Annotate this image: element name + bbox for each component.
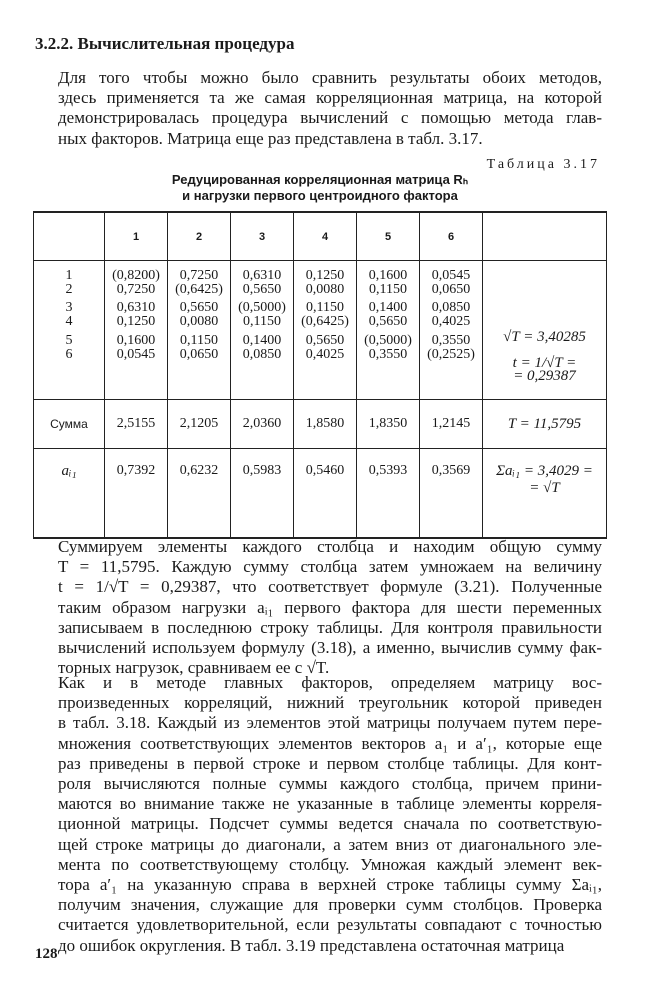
- text-line: роля вычисляются полные суммы каждого столбца, причем прини-: [58, 774, 602, 794]
- matrix-value: 0,3550: [431, 333, 471, 348]
- text-line: здесь применяется та же самая корреляционная матрица, на которой: [58, 88, 602, 108]
- matrix-value: 0,1150: [306, 300, 344, 315]
- t-formula: t = 1/√T =: [512, 354, 577, 371]
- text-line: торных нагрузок, сравниваем ее с √T.: [58, 658, 330, 678]
- caption-line: и нагрузки первого центроидного фактора: [182, 188, 458, 203]
- caption-line: Редуцированная корреляционная матрица Rₕ: [171, 172, 469, 187]
- paragraph-intro: [58, 68, 602, 149]
- paragraph-summation: [58, 537, 602, 678]
- matrix-value: 5: [65, 333, 73, 348]
- matrix-value: 0,7250: [179, 268, 219, 283]
- matrix-value: 0,0545: [116, 346, 156, 362]
- loading-total: [483, 449, 607, 539]
- text-line: мента по соответствующему столбцу. Умножая каждый элемент век-: [58, 854, 602, 874]
- column-header: 3: [231, 212, 294, 261]
- matrix-value: 0,1400: [242, 333, 282, 348]
- column-header: 1: [105, 212, 168, 261]
- text-line: тора a′₁ на указанную справа в верхней строке таблицы сумму Σaᵢ₁,: [58, 875, 602, 895]
- matrix-column: [231, 261, 294, 400]
- loading-value: 0,5983: [231, 449, 294, 539]
- matrix-column: [105, 261, 168, 400]
- table-header-row: [34, 212, 607, 261]
- text-line: произведенных корреляций, нижний треугольник которой приведен: [58, 693, 602, 713]
- matrix-value: 0,4025: [431, 313, 471, 329]
- column-header: 4: [294, 212, 357, 261]
- matrix-value: 0,1150: [243, 313, 281, 329]
- table-loadings-row: [34, 449, 607, 539]
- text-line: Суммируем элементы каждого столбца и находим общую сумму: [58, 537, 602, 556]
- matrix-value: 0,1400: [368, 300, 408, 315]
- matrix-value: 0,5650: [242, 281, 282, 297]
- matrix-column: [357, 261, 420, 400]
- text-line: таким образом нагрузки aᵢ₁ первого фактора для шести переменных: [58, 597, 602, 617]
- side-formulas: [483, 261, 607, 400]
- text-line: записываем в последнюю строку таблицы. Для контроля правильности: [58, 617, 602, 637]
- loading-value: 0,5393: [357, 449, 420, 539]
- matrix-value: 0,0650: [179, 346, 219, 362]
- matrix-value: 6: [65, 346, 73, 362]
- header-cell-empty: [483, 212, 607, 261]
- text-line: считается удовлетворительной, если результаты совпадают с точностью: [58, 915, 602, 935]
- text-line: вычислений используем формулу (3.18), а именно, вычислив сумму фак-: [58, 638, 602, 658]
- sum-label: Сумма: [34, 400, 105, 449]
- matrix-value: 0,4025: [305, 346, 345, 362]
- page-number: 128: [35, 946, 58, 962]
- text-line: множения соответствующих элементов векторов a₁ и a′₁, которые еще: [58, 733, 602, 753]
- matrix-value: 0,5650: [305, 333, 345, 348]
- matrix-value: 4: [65, 313, 73, 329]
- sum-value: 2,5155: [105, 400, 168, 449]
- loading-value: 0,3569: [420, 449, 483, 539]
- matrix-value: 0,0545: [431, 268, 471, 283]
- matrix-value: 0,1600: [116, 333, 156, 348]
- paragraph-reproduced: [58, 673, 602, 956]
- table-caption: [105, 172, 535, 204]
- matrix-value: (0,2525): [427, 346, 475, 362]
- table-label: Таблица 3.17: [486, 157, 600, 172]
- table-matrix-rows: [34, 261, 607, 400]
- correlation-table: [33, 211, 607, 539]
- column-header: 5: [357, 212, 420, 261]
- sum-total: T = 11,5795: [483, 400, 607, 449]
- matrix-value: 0,0650: [431, 281, 471, 297]
- text-line: ционной матрицы. Подсчет суммы ведется сначала по соответствую-: [58, 814, 602, 834]
- text-line: до ошибок округления. В табл. 3.19 представлена остаточная матрица: [58, 935, 565, 955]
- matrix-value: 0,0850: [242, 346, 282, 362]
- text-line: Как и в методе главных факторов, определяем матрицу вос-: [58, 673, 602, 692]
- matrix-value: 0,0850: [431, 300, 471, 315]
- sum-value: 1,8350: [357, 400, 420, 449]
- row-gap: [483, 269, 606, 331]
- matrix-value: 1: [65, 268, 73, 283]
- text-line: t = 1/√T = 0,29387, что соответствует формуле (3.21). Полученные: [58, 577, 602, 597]
- matrix-column: [420, 261, 483, 400]
- matrix-value: (0,5000): [238, 300, 286, 315]
- loading-value: 0,5460: [294, 449, 357, 539]
- matrix-value: 0,5650: [179, 300, 219, 315]
- column-header: 6: [420, 212, 483, 261]
- table-sum-row: [34, 400, 607, 449]
- text-line: в табл. 3.18. Каждый из элементов этой матрицы получаем путем пере-: [58, 713, 602, 733]
- matrix-value: 0,0080: [305, 281, 345, 297]
- loading-value: 0,6232: [168, 449, 231, 539]
- text-line: маются во внимание также не указанные в таблице элементы корреля-: [58, 794, 602, 814]
- header-cell-empty: [34, 212, 105, 261]
- loading-value: 0,7392: [105, 449, 168, 539]
- matrix-value: 0,1250: [305, 268, 345, 283]
- matrix-value: 2: [65, 281, 73, 297]
- matrix-value: 0,1150: [369, 281, 407, 297]
- text-line: раз приведены в первой строке и первом столбце таблицы. Для конт-: [58, 753, 602, 773]
- t-value: = 0,29387: [513, 368, 576, 384]
- matrix-value: 0,6310: [242, 268, 282, 283]
- text-line: получим значения, служащие для проверки сумм столбцов. Проверка: [58, 895, 602, 915]
- sum-value: 1,8580: [294, 400, 357, 449]
- section-heading: 3.2.2. Вычислительная процедура: [35, 34, 295, 53]
- matrix-value: 0,3550: [368, 346, 408, 362]
- matrix-value: 0,1600: [368, 268, 408, 283]
- loading-sqrtT: = √T: [529, 480, 560, 496]
- matrix-column: [294, 261, 357, 400]
- sqrt-T-value: √T = 3,40285: [503, 329, 586, 345]
- sum-value: 1,2145: [420, 400, 483, 449]
- text-line: Для того чтобы можно было сравнить результаты обоих методов,: [58, 68, 602, 87]
- matrix-value: 0,1150: [180, 333, 218, 348]
- text-line: ных факторов. Матрица еще раз представлена в табл. 3.17.: [58, 128, 483, 148]
- matrix-value: (0,8200): [112, 268, 160, 283]
- text-line: T = 11,5795. Каждую сумму столбца затем умножаем на величину: [58, 557, 602, 577]
- matrix-value: 0,7250: [116, 281, 156, 297]
- matrix-column: [168, 261, 231, 400]
- matrix-value: (0,5000): [364, 333, 412, 348]
- matrix-value: 0,0080: [179, 313, 219, 329]
- loading-sum: Σaᵢ₁ = 3,4029 =: [496, 463, 593, 479]
- sum-value: 2,1205: [168, 400, 231, 449]
- loading-label: aᵢ₁: [34, 449, 105, 539]
- text-line: щей строке матрицы до диагонали, а затем вниз от диагонального эле-: [58, 834, 602, 854]
- matrix-value: 0,1250: [116, 313, 156, 329]
- matrix-value: (0,6425): [301, 313, 349, 329]
- matrix-value: 0,5650: [368, 313, 408, 329]
- matrix-value: (0,6425): [175, 281, 223, 297]
- text-line: демонстрировалась процедура вычислений с помощью метода глав-: [58, 108, 602, 128]
- sum-value: 2,0360: [231, 400, 294, 449]
- row-labels: [34, 261, 105, 400]
- column-header: 2: [168, 212, 231, 261]
- matrix-value: 3: [65, 300, 73, 315]
- matrix-value: 0,6310: [116, 300, 156, 315]
